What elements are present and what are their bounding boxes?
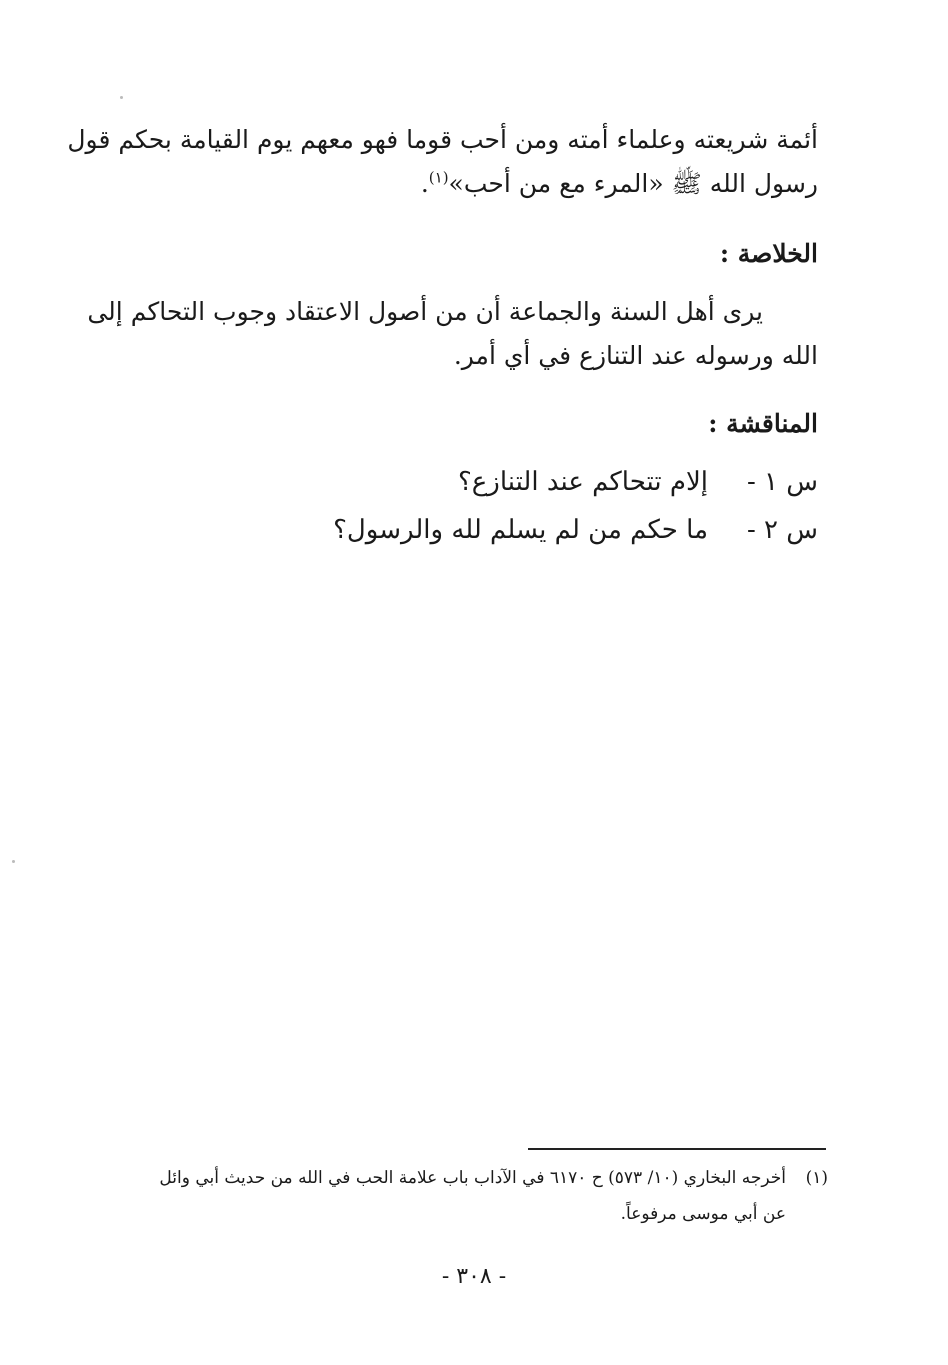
question-number: س ٢ -	[746, 515, 818, 545]
scan-speck	[120, 96, 123, 99]
paragraph-line: يرى أهل السنة والجماعة أن من أصول الاعتقاد وجوب التحاكم إلى	[87, 297, 763, 326]
question-item	[110, 458, 818, 506]
paragraph-line-end: .	[420, 169, 429, 198]
scan-speck	[12, 860, 15, 863]
footnote-text-continued: عن أبي موسى مرفوعاً.	[620, 1204, 786, 1224]
footnote-text: أخرجه البخاري (١٠/ ٥٧٣) ح ٦١٧٠ في الآداب باب علامة الحب في الله من حديث أبي وائل	[159, 1168, 786, 1188]
question-item	[110, 506, 818, 554]
summary-heading: الخلاصة :	[719, 239, 818, 268]
paragraph-line: الله ورسوله عند التنازع في أي أمر.	[453, 341, 818, 370]
paragraph-line-text: رسول الله ﷺ «المرء مع من أحب»	[448, 169, 818, 198]
summary-paragraph	[87, 290, 818, 378]
question-text: إلام تتحاكم عند التنازع؟	[457, 467, 708, 497]
top-paragraph	[67, 118, 818, 206]
question-list	[110, 458, 818, 554]
question-text: ما حكم من لم يسلم لله والرسول؟	[333, 515, 708, 545]
footnote-divider	[528, 1148, 826, 1150]
question-number: س ١ -	[746, 467, 818, 497]
paragraph-line	[110, 162, 818, 206]
footnote-number: (١)	[805, 1168, 828, 1188]
footnote	[110, 1160, 828, 1232]
discussion-heading: المناقشة :	[708, 409, 818, 438]
page-number: - ٣٠٨ -	[441, 1264, 507, 1289]
footnote-reference[interactable]: (١)	[428, 168, 449, 187]
paragraph-line: أئمة شريعته وعلماء أمته ومن أحب قوما فهو معهم يوم القيامة بحكم قول	[67, 125, 818, 154]
